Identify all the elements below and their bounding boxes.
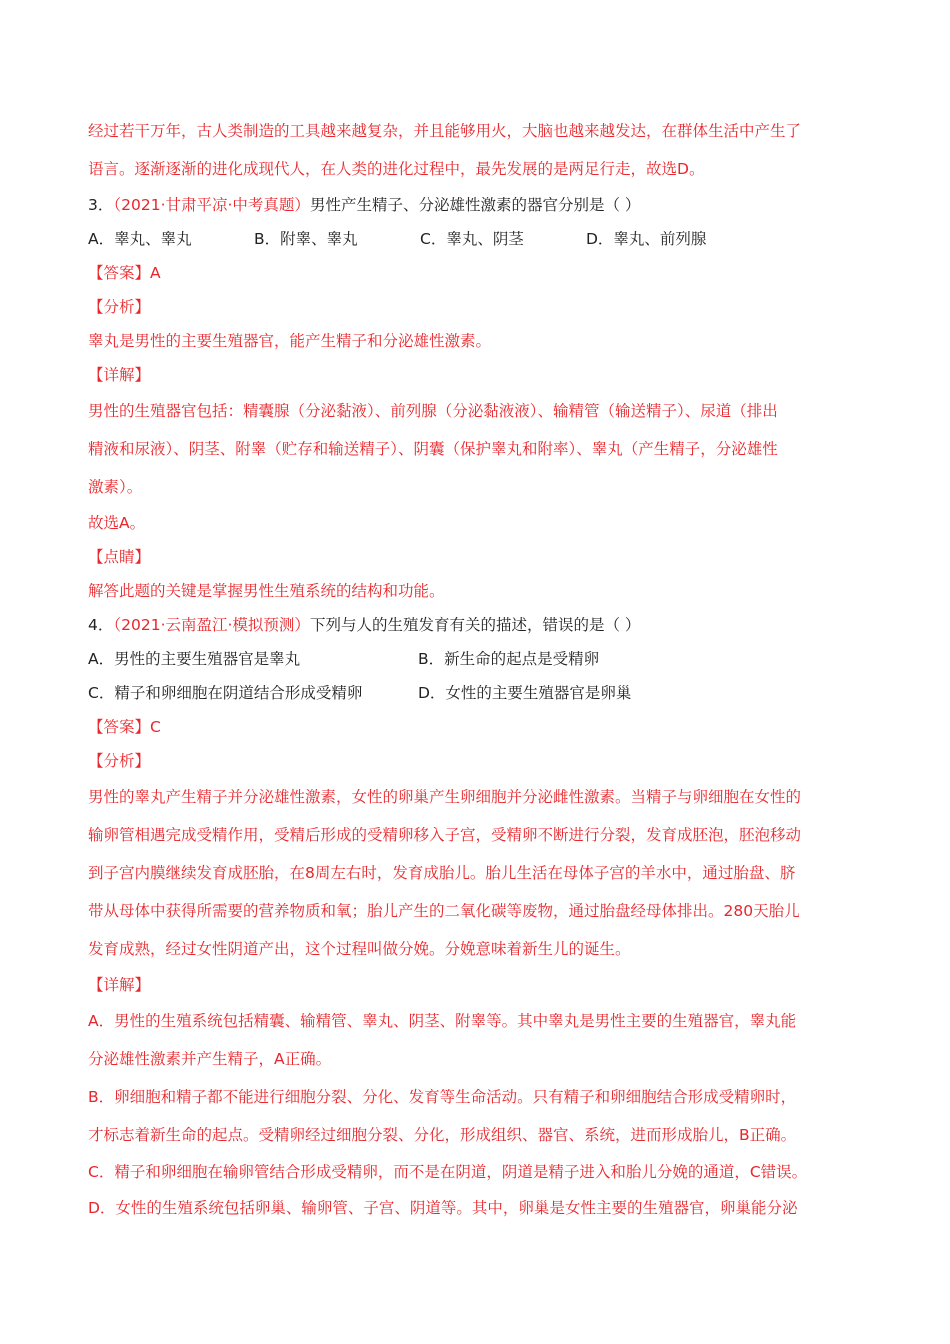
detail-line: 分泌雄性激素并产生精子，A正确。 [88,1050,332,1068]
detail-paragraph [88,392,863,506]
option-a: A．睾丸、睾丸 [88,230,192,248]
detail-line: B．卵细胞和精子都不能进行细胞分裂、分化、发育等生命活动。只有精子和卵细胞结合形成受精卵时， [88,1088,797,1106]
option-c: C．睾丸、阴茎 [420,230,524,248]
detail-line: A．男性的生殖系统包括精囊、输精管、睾丸、阴茎、附睾等。其中睾丸是男性主要的生殖器官，睾丸能 [88,1012,797,1030]
option-c: C．精子和卵细胞在阴道结合形成受精卵 [88,684,363,702]
analysis-line: 男性的睾丸产生精子并分泌雄性激素，女性的卵巢产生卵细胞并分泌雌性激素。当精子与卵细胞在女性的 [88,788,802,806]
detail-line: C．精子和卵细胞在输卵管结合形成受精卵，而不是在阴道，阴道是精子进入和胎儿分娩的通道，C错误。 [88,1163,808,1181]
detail-paragraph [88,1002,863,1226]
answer-row [88,256,863,290]
analysis-text: 睾丸是男性的主要生殖器官，能产生精子和分泌雄性激素。 [88,332,492,350]
detail-label: 【详解】 [88,366,151,384]
option-d: D．女性的主要生殖器官是卵巢 [418,684,632,702]
question-text: 男性产生精子、分泌雄性激素的器官分别是（ ） [309,196,641,214]
answer-row [88,710,863,744]
detail-label: 【详解】 [88,976,151,994]
option-d: D．睾丸、前列腺 [586,230,707,248]
question-text: 下列与人的生殖发育有关的描述，错误的是（ ） [309,616,641,634]
analysis-line: 到子宫内膜继续发育成胚胎，在8周左右时，发育成胎儿。胎儿生活在母体子宫的羊水中，通过胎盘、脐 [88,864,796,882]
detail-line: D．女性的生殖系统包括卵巢、输卵管、子宫、阴道等。其中，卵巢是女性主要的生殖器官，卵巢能分泌 [88,1199,798,1217]
tip-label: 【点睛】 [88,548,151,566]
question-4-options-row-2 [88,676,863,710]
question-3-stem [88,188,863,222]
question-number: 3． [88,196,114,214]
option-a: A．男性的主要生殖器官是睾丸 [88,650,301,668]
question-source: （2021·甘肃平凉·中考真题） [113,196,310,214]
question-3-options [88,222,863,256]
answer-label: 【答案】 [88,264,151,282]
option-b: B．新生命的起点是受精卵 [418,650,600,668]
answer-label: 【答案】 [88,718,151,736]
analysis-line: 带从母体中获得所需要的营养物质和氧；胎儿产生的二氧化碳等废物，通过胎盘经母体排出。280天胎儿 [88,902,800,920]
detail-line: 男性的生殖器官包括：精囊腺（分泌黏液）、前列腺（分泌黏液液）、输精管（输送精子）、尿道（排出 [88,402,778,420]
option-b: B．附睾、睾丸 [254,230,358,248]
question-4-stem [88,608,863,642]
detail-line: 精液和尿液）、阴茎、附睾（贮存和输送精子）、阴囊（保护睾丸和附率）、睾丸（产生精子，分泌雄性 [88,440,778,458]
tip-text: 解答此题的关键是掌握男性生殖系统的结构和功能。 [88,582,445,600]
answer-value: A [150,264,161,282]
analysis-line: 输卵管相遇完成受精作用，受精后形成的受精卵移入子宫，受精卵不断进行分裂，发育成胚泡，胚泡移动 [88,826,802,844]
detail-line: 激素）。 [88,478,143,496]
question-source: （2021·云南盈江·模拟预测） [113,616,310,634]
analysis-label: 【分析】 [88,752,151,770]
intro-line: 经过若干万年，古人类制造的工具越来越复杂，并且能够用火，大脑也越来越发达，在群体生活中产生了 [88,122,802,140]
question-number: 4． [88,616,114,634]
intro-paragraph [88,112,863,188]
document-page [88,112,863,1226]
analysis-line: 发育成熟，经过女性阴道产出，这个过程叫做分娩。分娩意味着新生儿的诞生。 [88,940,631,958]
answer-value: C [150,718,161,736]
analysis-paragraph [88,778,863,968]
analysis-label: 【分析】 [88,298,151,316]
detail-line: 才标志着新生命的起点。受精卵经过细胞分裂、分化，形成组织、器官、系统，进而形成胎儿，B正确。 [88,1126,797,1144]
intro-line: 语言。逐渐逐渐的进化成现代人，在人类的进化过程中，最先发展的是两足行走，故选D。 [88,160,705,178]
question-4-options-row-1 [88,642,863,676]
conclusion-text: 故选A。 [88,514,146,532]
